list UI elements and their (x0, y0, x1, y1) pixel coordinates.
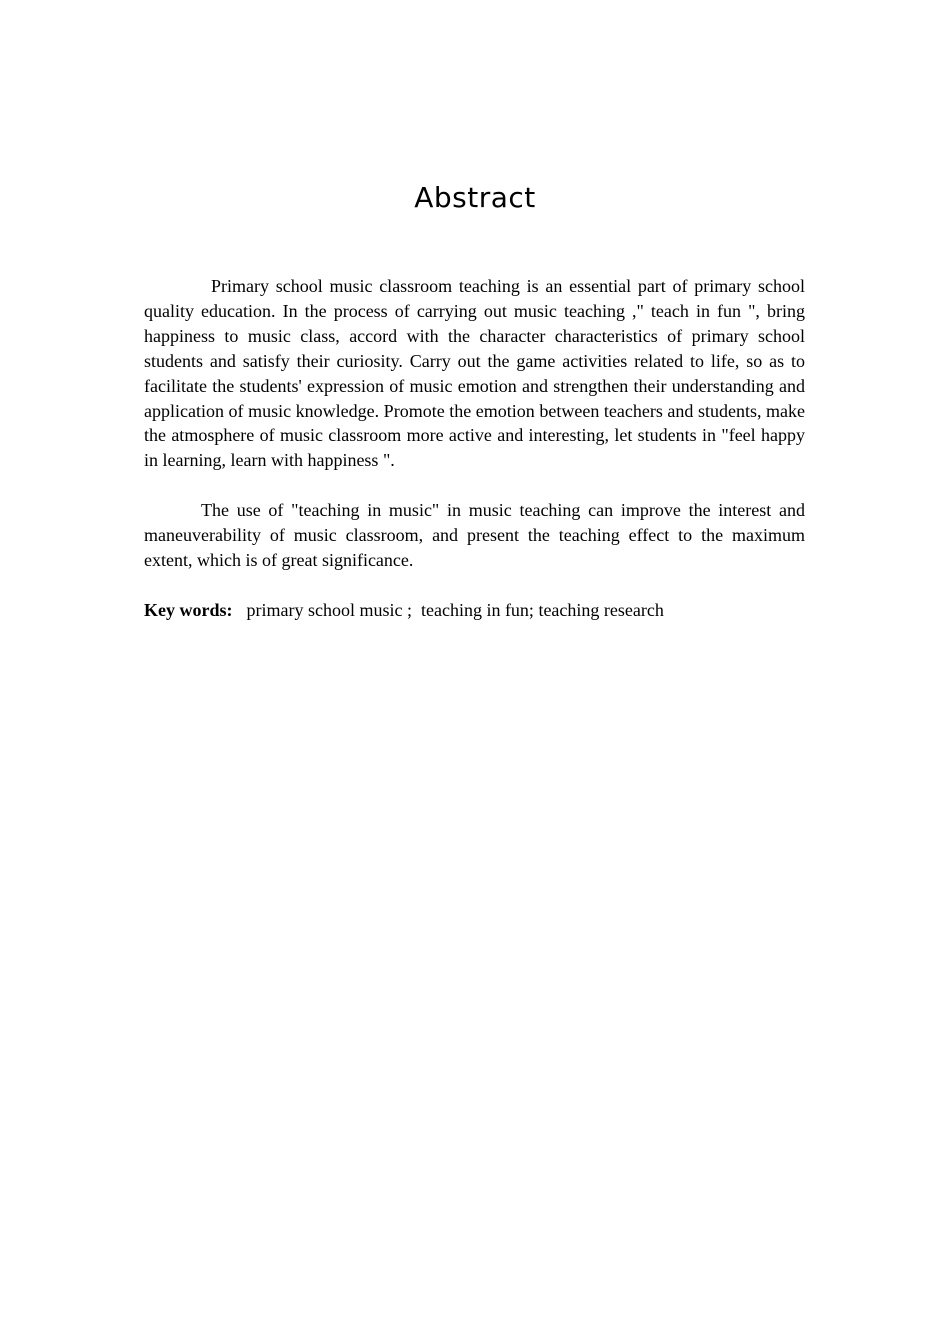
abstract-title: Abstract (414, 181, 536, 214)
abstract-paragraph-1: Primary school music classroom teaching is an essential part of primary school quality education. In the process of carrying out music teaching ," teach in fun ", bring happiness to music class, accord with the character characteristics of primary school students and satisfy their curiosity. Carry out the game activities related to life, so as to facilitate the students' expression of music emotion and strengthen their understanding and application of music knowledge. Promote the emotion between teachers and students, make the atmosphere of music classroom more active and interesting, let students in "feel happy in learning, learn with happiness ". (144, 276, 805, 471)
keywords-line (144, 598, 805, 623)
keywords-label: Key words: (144, 600, 233, 620)
keywords-text: primary school music ; teaching in fun; teaching research (246, 600, 664, 620)
abstract-paragraph-2: The use of "teaching in music" in music teaching can improve the interest and maneuverability of music classroom, and present the teaching effect to the maximum extent, which is of great significance. (144, 500, 805, 570)
